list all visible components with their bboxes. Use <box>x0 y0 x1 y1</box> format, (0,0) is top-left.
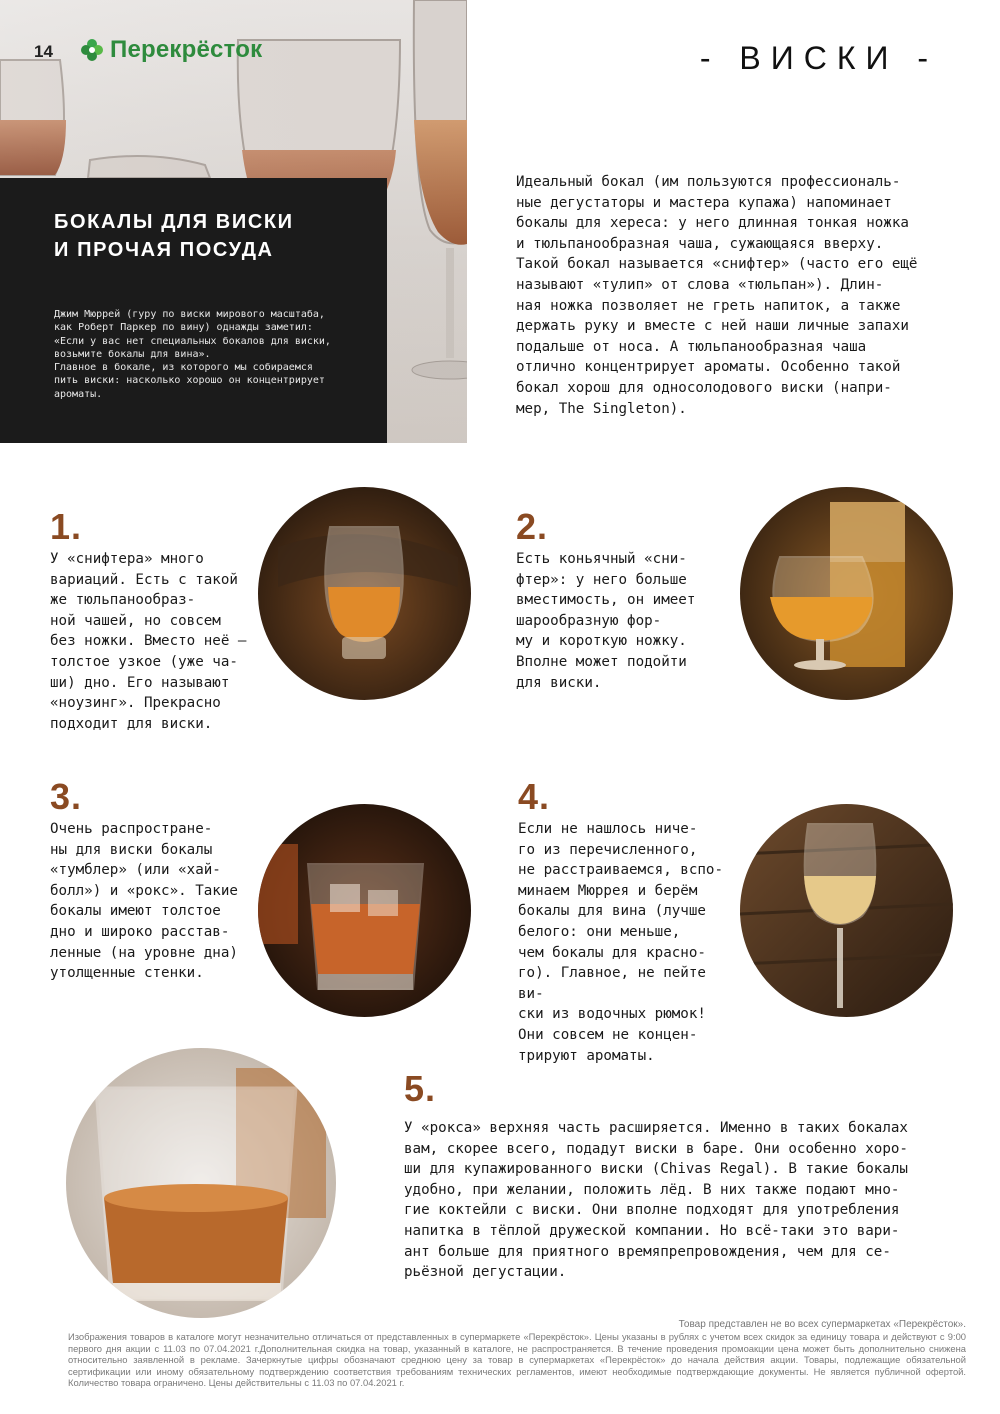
item-text-3: Очень распростране- ны для виски бокалы «тумблер» (или «хай- болл») и «рокс». Такие бокалы имеют толстое дно и широко расстав- ленные (на уровне дна) утолщенные стенки. <box>50 821 238 982</box>
item-number-4: 4. <box>518 776 551 817</box>
photo-rocks-glass <box>66 1048 336 1318</box>
item-text-1: У «снифтера» много вариаций. Есть с такой же тюльпанообраз- ной чашей, но совсем без ножки. Вместо неё – толстое узкое (уже ча- ши) дно. Его называют «ноузинг». Прекрасно подходит для виски. <box>50 551 247 732</box>
item-number-5: 5. <box>404 1068 437 1109</box>
page-number: 14 <box>34 42 53 61</box>
photo-nosing-glass <box>258 487 471 700</box>
clover-icon <box>80 38 104 62</box>
item-text-4: Если не нашлось ниче- го из перечисленного, не расстраиваемся, вспо- минаем Мюррея и берём бокалы для вина (лучше белого: они меньше, чем бокалы для красно- го). Главное, не пейте ви- ски из водочных рюмок! Они совсем не концен- трируют ароматы. <box>518 821 723 1064</box>
intro-text: Идеальный бокал (им пользуются профессиональ- ные дегустаторы и мастера купажа) напоминает бокалы для хереса: у него длинная тонкая ножка и тюльпанообразная чаша, сужающаяся вверху. Такой бокал называется «снифтер» (часто его ещё называют «тулип» от слова «тюльпан»). Длин- ная ножка позволяет не греть напиток, а также держать руку и вместе с ней наши личные запахи подальше от носа. А тюльпанообразная чаша отлично концентрирует ароматы. Особенно такой бокал хорош для односолодового виски (напри- мер, The Singleton). <box>516 174 918 417</box>
brand-logo[interactable] <box>80 36 262 64</box>
hero-title: БОКАЛЫ ДЛЯ ВИСКИ И ПРОЧАЯ ПОСУДА <box>54 211 294 261</box>
item-text-5: У «рокса» верхняя часть расширяется. Именно в таких бокалах вам, скорее всего, подадут виски в баре. Они особенно хоро- ши для купажированного виски (Chivas Regal). В такие бокалы удобно, при желании, положить лёд. В них также подают мно- гие коктейли с виски. Они вполне подходят для употребления напитка в тёплой дружеской компании. Но всё-таки это вари- ант больше для приятного времяпрепровождения, чем для се- рьёзной дегустации. <box>404 1120 908 1281</box>
item-text-2: Есть коньячный «сни- фтер»: у него больше вместимость, он имеет шарообразную фор- му и короткую ножку. Вполне может подойти для виски. <box>516 551 696 691</box>
item-number-1: 1. <box>50 506 83 547</box>
item-number-2: 2. <box>516 506 549 547</box>
photo-cognac-snifter <box>740 487 953 700</box>
section-title: - ВИСКИ - <box>699 40 938 76</box>
brand-name: Перекрёсток <box>110 36 263 63</box>
photo-tumbler-ice <box>258 804 471 1017</box>
hero-text: Джим Мюррей (гуру по виски мирового масштаба, как Роберт Паркер по вину) однажды заметил: «Если у вас нет специальных бокалов для виски, возьмите бокалы для вина». Главное в бокале, из которого мы собираемся пить виски: насколько хорошо он концентрирует ароматы. <box>54 309 331 400</box>
availability-note: Товар представлен не во всех супермаркетах «Перекрёсток». <box>678 1319 966 1330</box>
item-number-3: 3. <box>50 776 83 817</box>
photo-wine-glass <box>740 804 953 1017</box>
legal-disclaimer: Изображения товаров в каталоге могут незначительно отличаться от представленных в супермаркете «Перекрёсток». Цены указаны в рублях с учетом всех скидок за единицу товара и действуют с 9:00 первого дня акции с 11.03 по 07.04.2021 г.Дополнительная скидка на товар, указанный в каталоге, не распространяется. В течение проведения промоакции цена может быть дополнительно снижена относительно заявленной в рекламе. Зачеркнутые цифры обозначают среднюю цену за товар в супермаркетах «Перекрёсток» до начала действия акции. Товары, подлежащие обязательной сертификации или иному обязательному подтверждению соответствия требованиям технических регламентов, имеют необходимые подтверждающие документы. Не является публичной офертой. Количество товара ограничено. Цены действительны с 11.03 по 07.04.2021 г. <box>68 1331 966 1389</box>
